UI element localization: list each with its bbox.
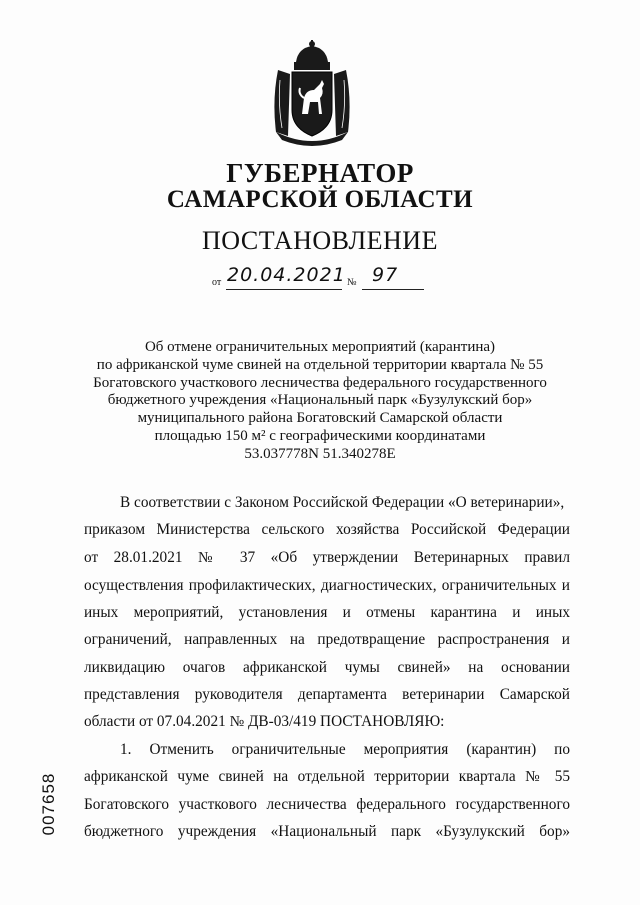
body-line: 1. Отменить ограничительные мероприятия (карантин) по xyxy=(120,741,570,758)
authority-title-line1: ГУБЕРНАТОР xyxy=(226,158,414,188)
body-line: африканской чуме свиней на отдельной территории квартала № 55 xyxy=(84,768,570,785)
subject-line: по африканской чуме свиней на отдельной территории квартала № 55 xyxy=(96,356,544,373)
side-serial-number-text: 007658 xyxy=(39,772,58,836)
subject-line: 53.037778N 51.340278E xyxy=(244,445,396,462)
document-type: ПОСТАНОВЛЕНИЕ xyxy=(202,226,438,255)
body-line: иных мероприятий, установления и отмены карантина и иных xyxy=(84,604,570,621)
body-line: ограничений, направленных на предотвращение распространения и xyxy=(84,631,570,648)
body-line: Богатовского участкового лесничества федерального государственного xyxy=(84,796,570,813)
body-line: области от 07.04.2021 № ДВ-03/419 ПОСТАНОВЛЯЮ: xyxy=(84,713,445,730)
side-serial-number xyxy=(38,768,58,838)
subject-line: муниципального района Богатовский Самарской области xyxy=(137,410,503,427)
body-line: приказом Министерства сельского хозяйства Российской Федерации xyxy=(84,521,570,538)
body-line: представления руководителя департамента ветеринарии Самарской xyxy=(84,686,570,703)
number-value: 97 xyxy=(372,264,399,286)
subject-line: Богатовского участкового лесничества федерального государственного xyxy=(93,374,547,391)
date-underline xyxy=(226,289,342,290)
authority-title-line2: САМАРСКОЙ ОБЛАСТИ xyxy=(166,186,474,213)
subject-line: Об отмене ограничительных мероприятий (карантина) xyxy=(144,339,496,355)
number-prefix: № xyxy=(347,277,357,288)
date-prefix: от xyxy=(212,277,222,288)
number-underline xyxy=(362,289,424,290)
coat-of-arms-emblem xyxy=(268,40,356,148)
body-line: В соответствии с Законом Российской Федерации «О ветеринарии», xyxy=(120,494,565,511)
body-line: от 28.01.2021 № 37 «Об утверждении Ветеринарных правил xyxy=(84,549,570,566)
body-line: осуществления профилактических, диагностических, ограничительных и xyxy=(84,577,570,594)
body-line: бюджетного учреждения «Национальный парк «Бузулукский бор» xyxy=(84,823,570,840)
subject-block xyxy=(60,339,580,464)
body-line: ликвидацию очагов африканской чумы свиней» на основании xyxy=(84,659,570,676)
subject-line: площадью 150 м² с географическими координатами xyxy=(154,427,486,444)
subject-line: бюджетного учреждения «Национальный парк «Бузулукский бор» xyxy=(107,392,533,409)
date-value: 20.04.2021 xyxy=(227,264,346,286)
